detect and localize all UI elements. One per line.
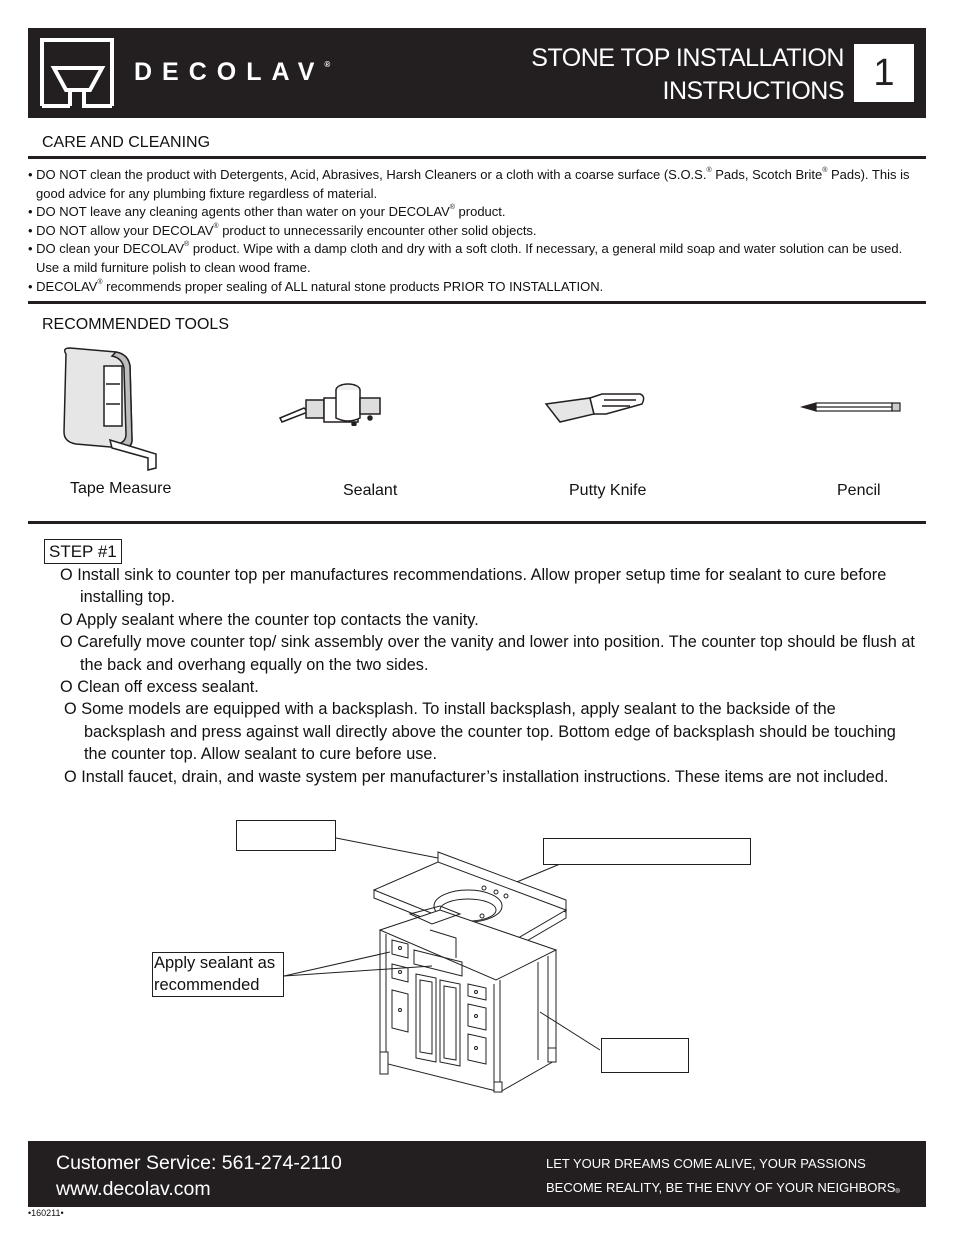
tool-label-sealant: Sealant — [343, 482, 398, 499]
list-item: • DO NOT allow your DECOLAV® product to unnecessarily encounter other solid objects. — [28, 222, 926, 241]
pencil-icon — [800, 400, 902, 414]
brand-name: DECOLAV® — [134, 58, 331, 86]
list-item: • DO NOT leave any cleaning agents other than water on your DECOLAV® product. — [28, 203, 926, 222]
list-item: • DO clean your DECOLAV® product. Wipe with a damp cloth and dry with a soft cloth. If necessary, a general mild soap and water solution can be used. Use a mild furniture polish to clean wood frame. — [28, 240, 926, 277]
care-heading: CARE AND CLEANING — [42, 134, 211, 151]
list-item: • DECOLAV® recommends proper sealing of ALL natural stone products PRIOR TO INSTALLATION. — [28, 278, 926, 297]
callout-box-empty — [601, 1038, 689, 1073]
page-title: STONE TOP INSTALLATION INSTRUCTIONS — [531, 44, 844, 105]
list-item: O Clean off excess sealant. — [60, 676, 920, 698]
divider — [28, 301, 926, 304]
decolav-sink-logo-icon — [40, 38, 114, 108]
callout-box-empty — [236, 820, 336, 851]
header-bar — [28, 28, 926, 118]
slogan: LET YOUR DREAMS COME ALIVE, YOUR PASSIONS BECOME REALITY, BE THE ENVY OF YOUR NEIGHBORS® — [546, 1156, 900, 1195]
page-number: 1 — [854, 44, 914, 102]
callout-apply-sealant: Apply sealant as recommended — [152, 952, 284, 997]
list-item: O Carefully move counter top/ sink assembly over the vanity and lower into position. The counter top should be flush at the back and overhang equally on the two sides. — [60, 631, 920, 676]
list-item: O Install sink to counter top per manufactures recommendations. Allow proper setup time for sealant to cure before installing top. — [60, 564, 920, 609]
list-item: O Some models are equipped with a backsplash. To install backsplash, apply sealant to the backside of the backsplash and press against wall directly above the counter top. Bottom edge of backsplash should be touching the counter top. Allow sealant to cure before use. — [60, 698, 920, 765]
divider — [28, 521, 926, 524]
website-link[interactable]: www.decolav.com — [56, 1178, 211, 1200]
callout-box-empty — [543, 838, 751, 865]
tool-label-putty-knife: Putty Knife — [569, 482, 647, 499]
list-item: • DO NOT clean the product with Detergents, Acid, Abrasives, Harsh Cleaners or a cloth with a coarse surface (S.O.S.® Pads, Scotch Brite® Pads). This is good advice for any plumbing fixture regardless of material. — [28, 166, 926, 203]
list-item: O Apply sealant where the counter top contacts the vanity. — [60, 609, 920, 631]
divider — [28, 156, 926, 159]
care-list — [28, 166, 926, 296]
tools-heading: RECOMMENDED TOOLS — [42, 316, 229, 333]
list-item: O Install faucet, drain, and waste system per manufacturer’s installation instructions. These items are not included. — [60, 766, 920, 788]
step-badge: STEP #1 — [44, 539, 122, 564]
tool-label-pencil: Pencil — [837, 482, 881, 499]
tape-measure-icon — [56, 344, 166, 476]
sealant-gun-icon — [278, 378, 384, 426]
contact-info — [56, 1150, 342, 1202]
tool-label-tape-measure: Tape Measure — [70, 480, 172, 497]
step-list — [60, 564, 920, 788]
document-code: •160211• — [28, 1208, 64, 1218]
customer-service-phone: Customer Service: 561-274-2110 — [56, 1152, 342, 1174]
footer-bar — [28, 1141, 926, 1207]
putty-knife-icon — [544, 392, 646, 424]
